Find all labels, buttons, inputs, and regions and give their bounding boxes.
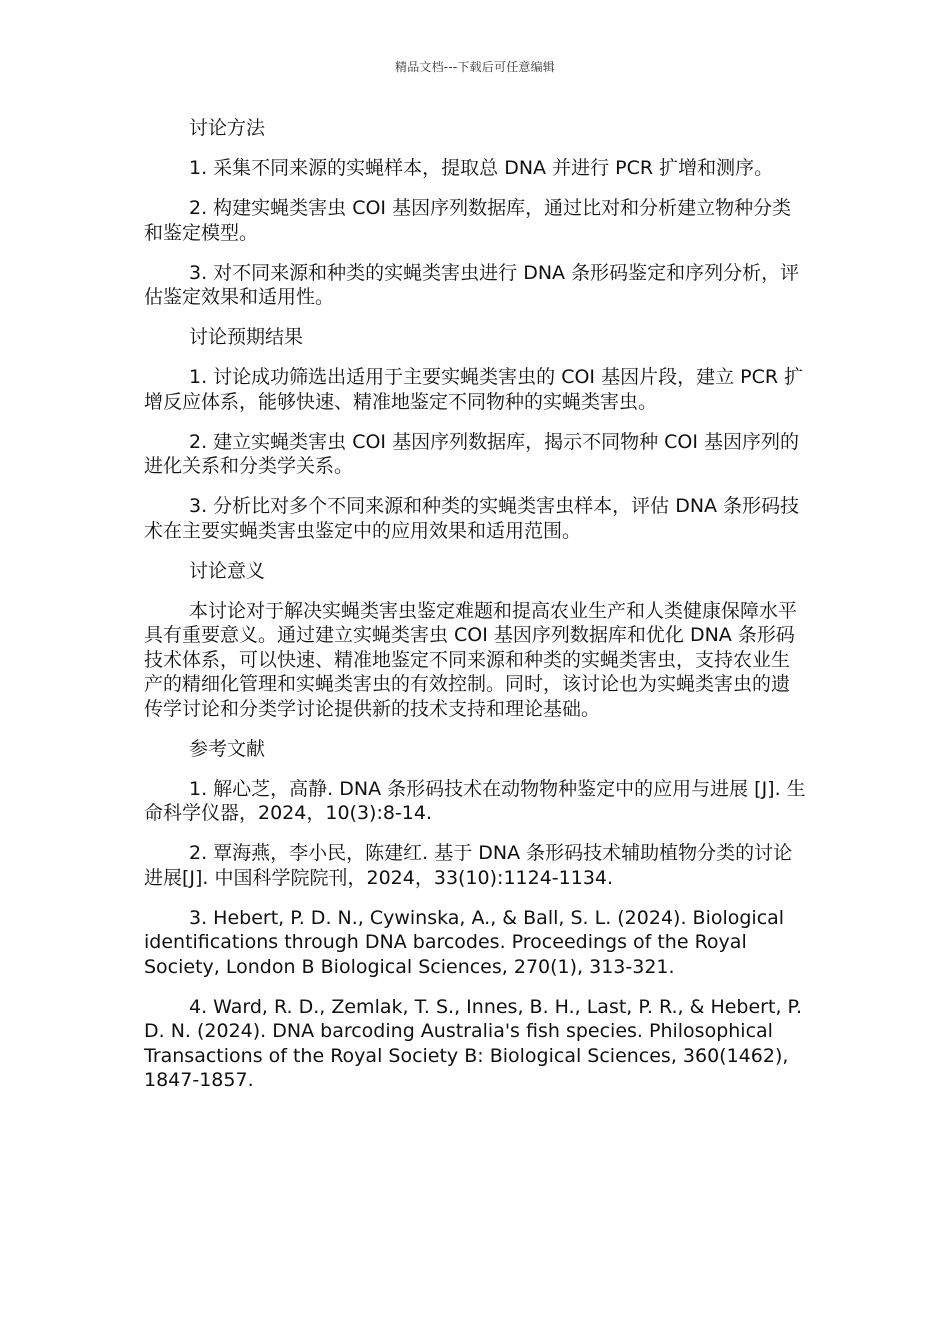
reference-item-2: 2. 覃海燕，李小民，陈建红. 基于 DNA 条形码技术辅助植物分类的讨论进展[J]. 中国科学院院刊，2024，33(10):1124-1134. [144,842,793,889]
reference-item-3: 3. Hebert, P. D. N., Cywinska, A., & Ball, S. L. (2024). Biological identifications through DNA barcodes. Proceedings of the Royal Society, London B Biological Sciences, 270(1), 313-321. [144,906,785,978]
reference-item-4: 4. Ward, R. D., Zemlak, T. S., Innes, B. H., Last, P. R., & Hebert, P. D. N. (2024). DNA barcoding Australia's fish species. Philosophical Transactions of the Royal Society B: Biological Sciences, 360(1462), 1847-1857. [144,995,803,1091]
methods-item-2: 2. 构建实蝇类害虫 COI 基因序列数据库，通过比对和分析建立物种分类和鉴定模型。 [144,197,792,244]
results-item-2: 2. 建立实蝇类害虫 COI 基因序列数据库，揭示不同物种 COI 基因序列的进化关系和分类学关系。 [144,430,799,477]
results-item-3: 3. 分析比对多个不同来源和种类的实蝇类害虫样本，评估 DNA 条形码技术在主要实蝇类害虫鉴定中的应用效果和适用范围。 [144,495,800,542]
methods-item-1: 1. 采集不同来源的实蝇样本，提取总 DNA 并进行 PCR 扩增和测序。 [189,157,774,179]
reference-item-1: 1. 解心芝，高静. DNA 条形码技术在动物物种鉴定中的应用与进展 [J]. 生命科学仪器，2024，10(3):8-14. [144,777,806,824]
document-body [144,116,808,1108]
results-item-1: 1. 讨论成功筛选出适用于主要实蝇类害虫的 COI 基因片段，建立 PCR 扩增反应体系，能够快速、精准地鉴定不同物种的实蝇类害虫。 [144,366,804,413]
section-heading-references: 参考文献 [189,737,266,760]
section-heading-methods: 讨论方法 [189,117,266,139]
page-header: 精品文档---下载后可任意编辑 [395,60,555,74]
section-heading-results: 讨论预期结果 [189,326,304,348]
significance-body: 本讨论对于解决实蝇类害虫鉴定难题和提高农业生产和人类健康保障水平具有重要意义。通过建立实蝇类害虫 COI 基因序列数据库和优化 DNA 条形码技术体系，可以快速、精准地鉴定不同来源和种类的实蝇类害虫，支持农业生产的精细化管理和实蝇类害虫的有效控制。同时，该讨论也为实蝇类害虫的遗传学讨论和分类学讨论提供新的技术支持和理论基础。 [144,599,798,720]
section-heading-significance: 讨论意义 [189,559,266,582]
methods-item-3: 3. 对不同来源和种类的实蝇类害虫进行 DNA 条形码鉴定和序列分析，评估鉴定效果和适用性。 [144,261,800,308]
